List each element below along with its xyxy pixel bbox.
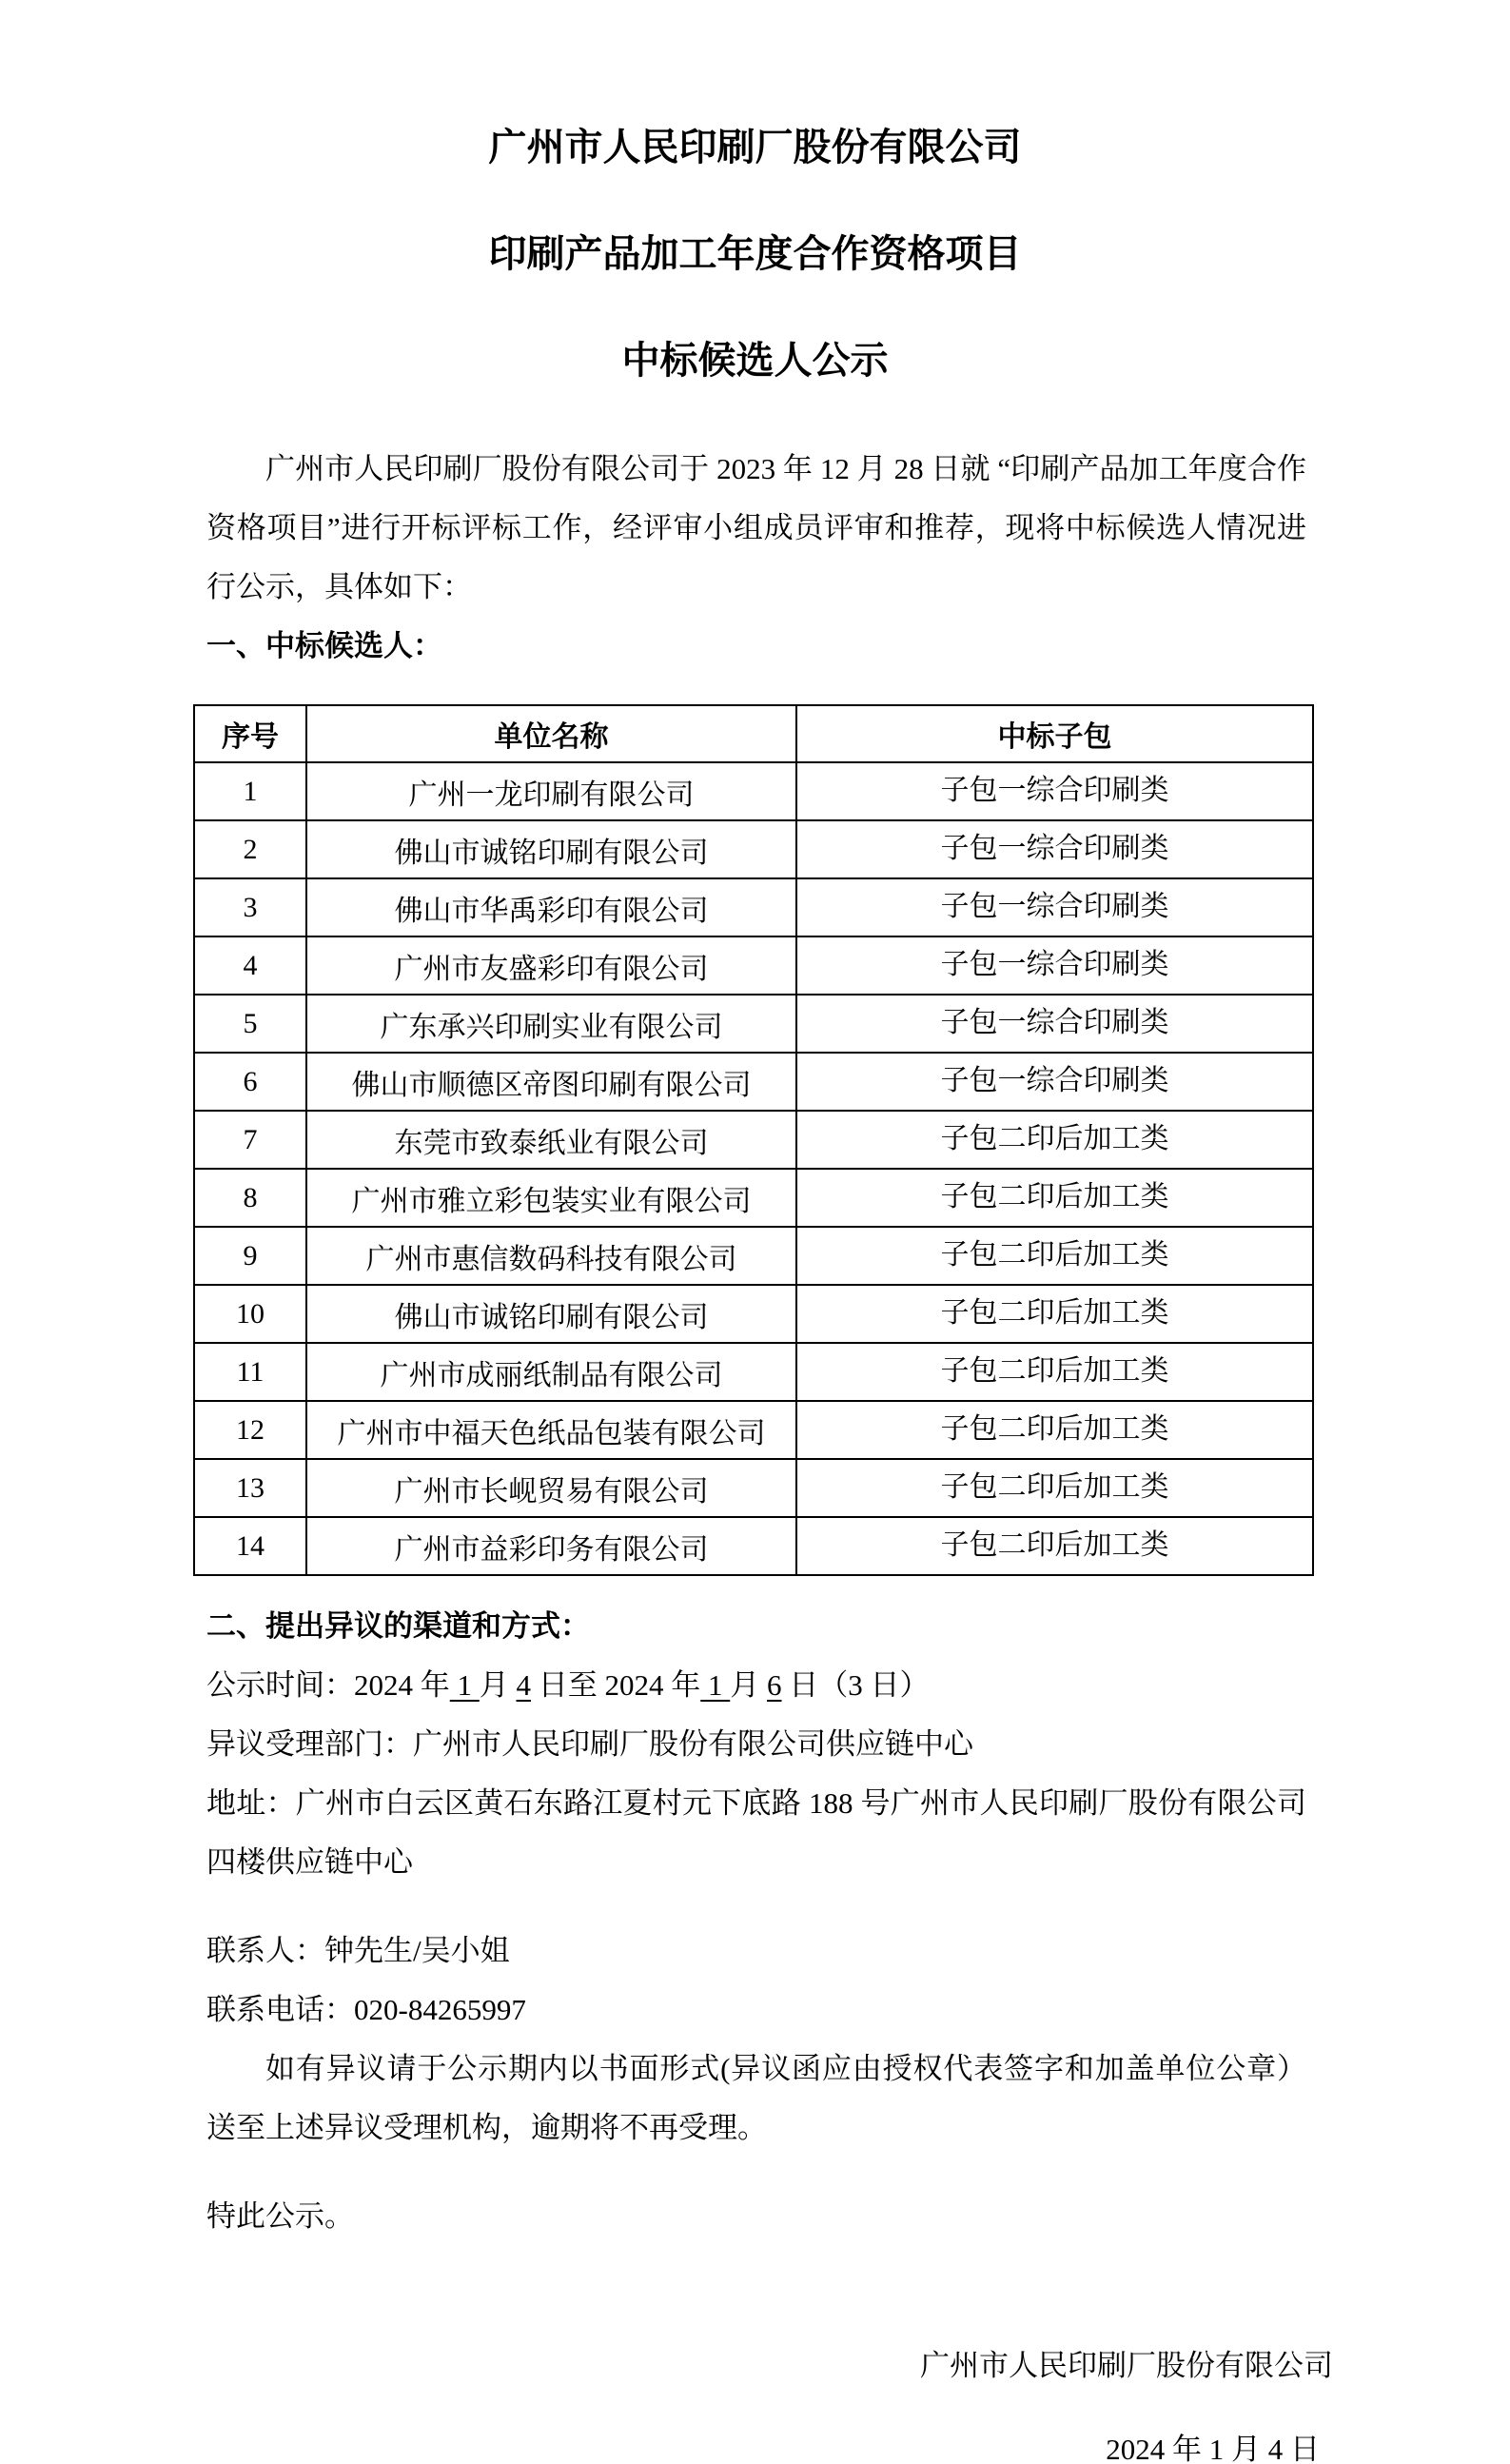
row-no: 11: [194, 1343, 306, 1401]
row-company: 广州市长岘贸易有限公司: [306, 1459, 796, 1517]
table-row: [194, 1459, 1313, 1517]
table-row: [194, 1343, 1313, 1401]
row-company: 广州市雅立彩包装实业有限公司: [306, 1169, 796, 1227]
notice-time-underlined-month2: 1: [700, 1668, 731, 1702]
table-row: [194, 1401, 1313, 1459]
row-no: 6: [194, 1053, 306, 1111]
objection-note-paragraph: 如有异议请于公示期内以书面形式(异议函应由授权代表签字和加盖单位公章）送至上述异议受理机构，逾期将不再受理。: [206, 2052, 1306, 2144]
row-package: 子包二印后加工类: [796, 1285, 1313, 1343]
table-row: [194, 1285, 1313, 1343]
table-row: [194, 1169, 1313, 1227]
table-row: [194, 1227, 1313, 1285]
row-company: 东莞市致泰纸业有限公司: [306, 1111, 796, 1169]
table-row: [194, 762, 1313, 820]
row-no: 12: [194, 1401, 306, 1459]
row-company: 广州一龙印刷有限公司: [306, 762, 796, 820]
row-no: 4: [194, 936, 306, 995]
table-row: [194, 878, 1313, 936]
row-no: 5: [194, 995, 306, 1053]
row-package: 子包二印后加工类: [796, 1111, 1313, 1169]
row-company: 广州市友盛彩印有限公司: [306, 936, 796, 995]
row-package: 子包二印后加工类: [796, 1401, 1313, 1459]
row-package: 子包二印后加工类: [796, 1343, 1313, 1401]
row-company: 佛山市诚铭印刷有限公司: [306, 820, 796, 878]
row-package: 子包二印后加工类: [796, 1517, 1313, 1575]
table-row: [194, 995, 1313, 1053]
col-header-package: 中标子包: [796, 705, 1313, 762]
notice-time-underlined-month1: 1: [449, 1668, 480, 1702]
address-line: 地址：广州市白云区黄石东路江夏村元下底路 188 号广州市人民印刷厂股份有限公司四楼供应链中心: [206, 1786, 1306, 1879]
row-no: 7: [194, 1111, 306, 1169]
row-no: 3: [194, 878, 306, 936]
notice-time-underlined-day2: 6: [767, 1668, 782, 1702]
table-row: [194, 936, 1313, 995]
table-row: [194, 820, 1313, 878]
notice-time-part: 日至 2024 年: [531, 1668, 701, 1702]
row-company: 广州市成丽纸制品有限公司: [306, 1343, 796, 1401]
doc-title-company: 广州市人民印刷厂股份有限公司: [488, 126, 1022, 168]
row-no: 13: [194, 1459, 306, 1517]
row-company: 佛山市诚铭印刷有限公司: [306, 1285, 796, 1343]
row-package: 子包二印后加工类: [796, 1169, 1313, 1227]
row-package: 子包一综合印刷类: [796, 820, 1313, 878]
row-package: 子包一综合印刷类: [796, 878, 1313, 936]
row-company: 佛山市顺德区帝图印刷有限公司: [306, 1053, 796, 1111]
row-company: 广州市中福天色纸品包装有限公司: [306, 1401, 796, 1459]
section1-heading: 一、中标候选人：: [206, 629, 442, 662]
row-package: 子包一综合印刷类: [796, 995, 1313, 1053]
candidates-table: [193, 704, 1314, 1576]
col-header-no: 序号: [194, 705, 306, 762]
row-no: 10: [194, 1285, 306, 1343]
row-no: 8: [194, 1169, 306, 1227]
table-row: [194, 1053, 1313, 1111]
row-company: 广州市惠信数码科技有限公司: [306, 1227, 796, 1285]
table-header-row: [194, 705, 1313, 762]
contact-person-line: 联系人：钟先生/吴小姐: [206, 1934, 510, 1967]
row-no: 2: [194, 820, 306, 878]
doc-title-project: 印刷产品加工年度合作资格项目: [488, 232, 1022, 275]
row-no: 9: [194, 1227, 306, 1285]
notice-time-part: 月: [479, 1668, 517, 1702]
intro-paragraph: 广州市人民印刷厂股份有限公司于 2023 年 12 月 28 日就 “印刷产品加工年度合作资格项目”进行开标评标工作，经评审小组成员评审和推荐，现将中标候选人情况进行公示，具体如下：: [206, 452, 1306, 603]
section2-heading: 二、提出异议的渠道和方式：: [206, 1609, 590, 1643]
row-company: 佛山市华禹彩印有限公司: [306, 878, 796, 936]
contact-phone-line: 联系电话：020-84265997: [206, 1993, 526, 2026]
notice-time-line: [206, 1656, 1306, 1715]
table-row: [194, 1111, 1313, 1169]
row-company: 广州市益彩印务有限公司: [306, 1517, 796, 1575]
row-no: 14: [194, 1517, 306, 1575]
footer-company-signature: 广州市人民印刷厂股份有限公司: [920, 2349, 1333, 2382]
closing-line: 特此公示。: [206, 2199, 354, 2233]
footer-date: 2024 年 1 月 4 日: [1106, 2433, 1320, 2464]
table-row: [194, 1517, 1313, 1575]
row-package: 子包一综合印刷类: [796, 762, 1313, 820]
doc-title-announcement: 中标候选人公示: [621, 339, 889, 382]
notice-time-underlined-day1: 4: [516, 1668, 531, 1702]
row-package: 子包一综合印刷类: [796, 1053, 1313, 1111]
notice-time-part: 月: [730, 1668, 767, 1702]
notice-time-part: 日（3 日）: [781, 1668, 930, 1702]
row-company: 广东承兴印刷实业有限公司: [306, 995, 796, 1053]
row-package: 子包一综合印刷类: [796, 936, 1313, 995]
row-package: 子包二印后加工类: [796, 1459, 1313, 1517]
col-header-company: 单位名称: [306, 705, 796, 762]
row-no: 1: [194, 762, 306, 820]
row-package: 子包二印后加工类: [796, 1227, 1313, 1285]
objection-dept-line: 异议受理部门：广州市人民印刷厂股份有限公司供应链中心: [206, 1727, 973, 1761]
notice-time-part: 公示时间：2024 年: [206, 1668, 450, 1702]
